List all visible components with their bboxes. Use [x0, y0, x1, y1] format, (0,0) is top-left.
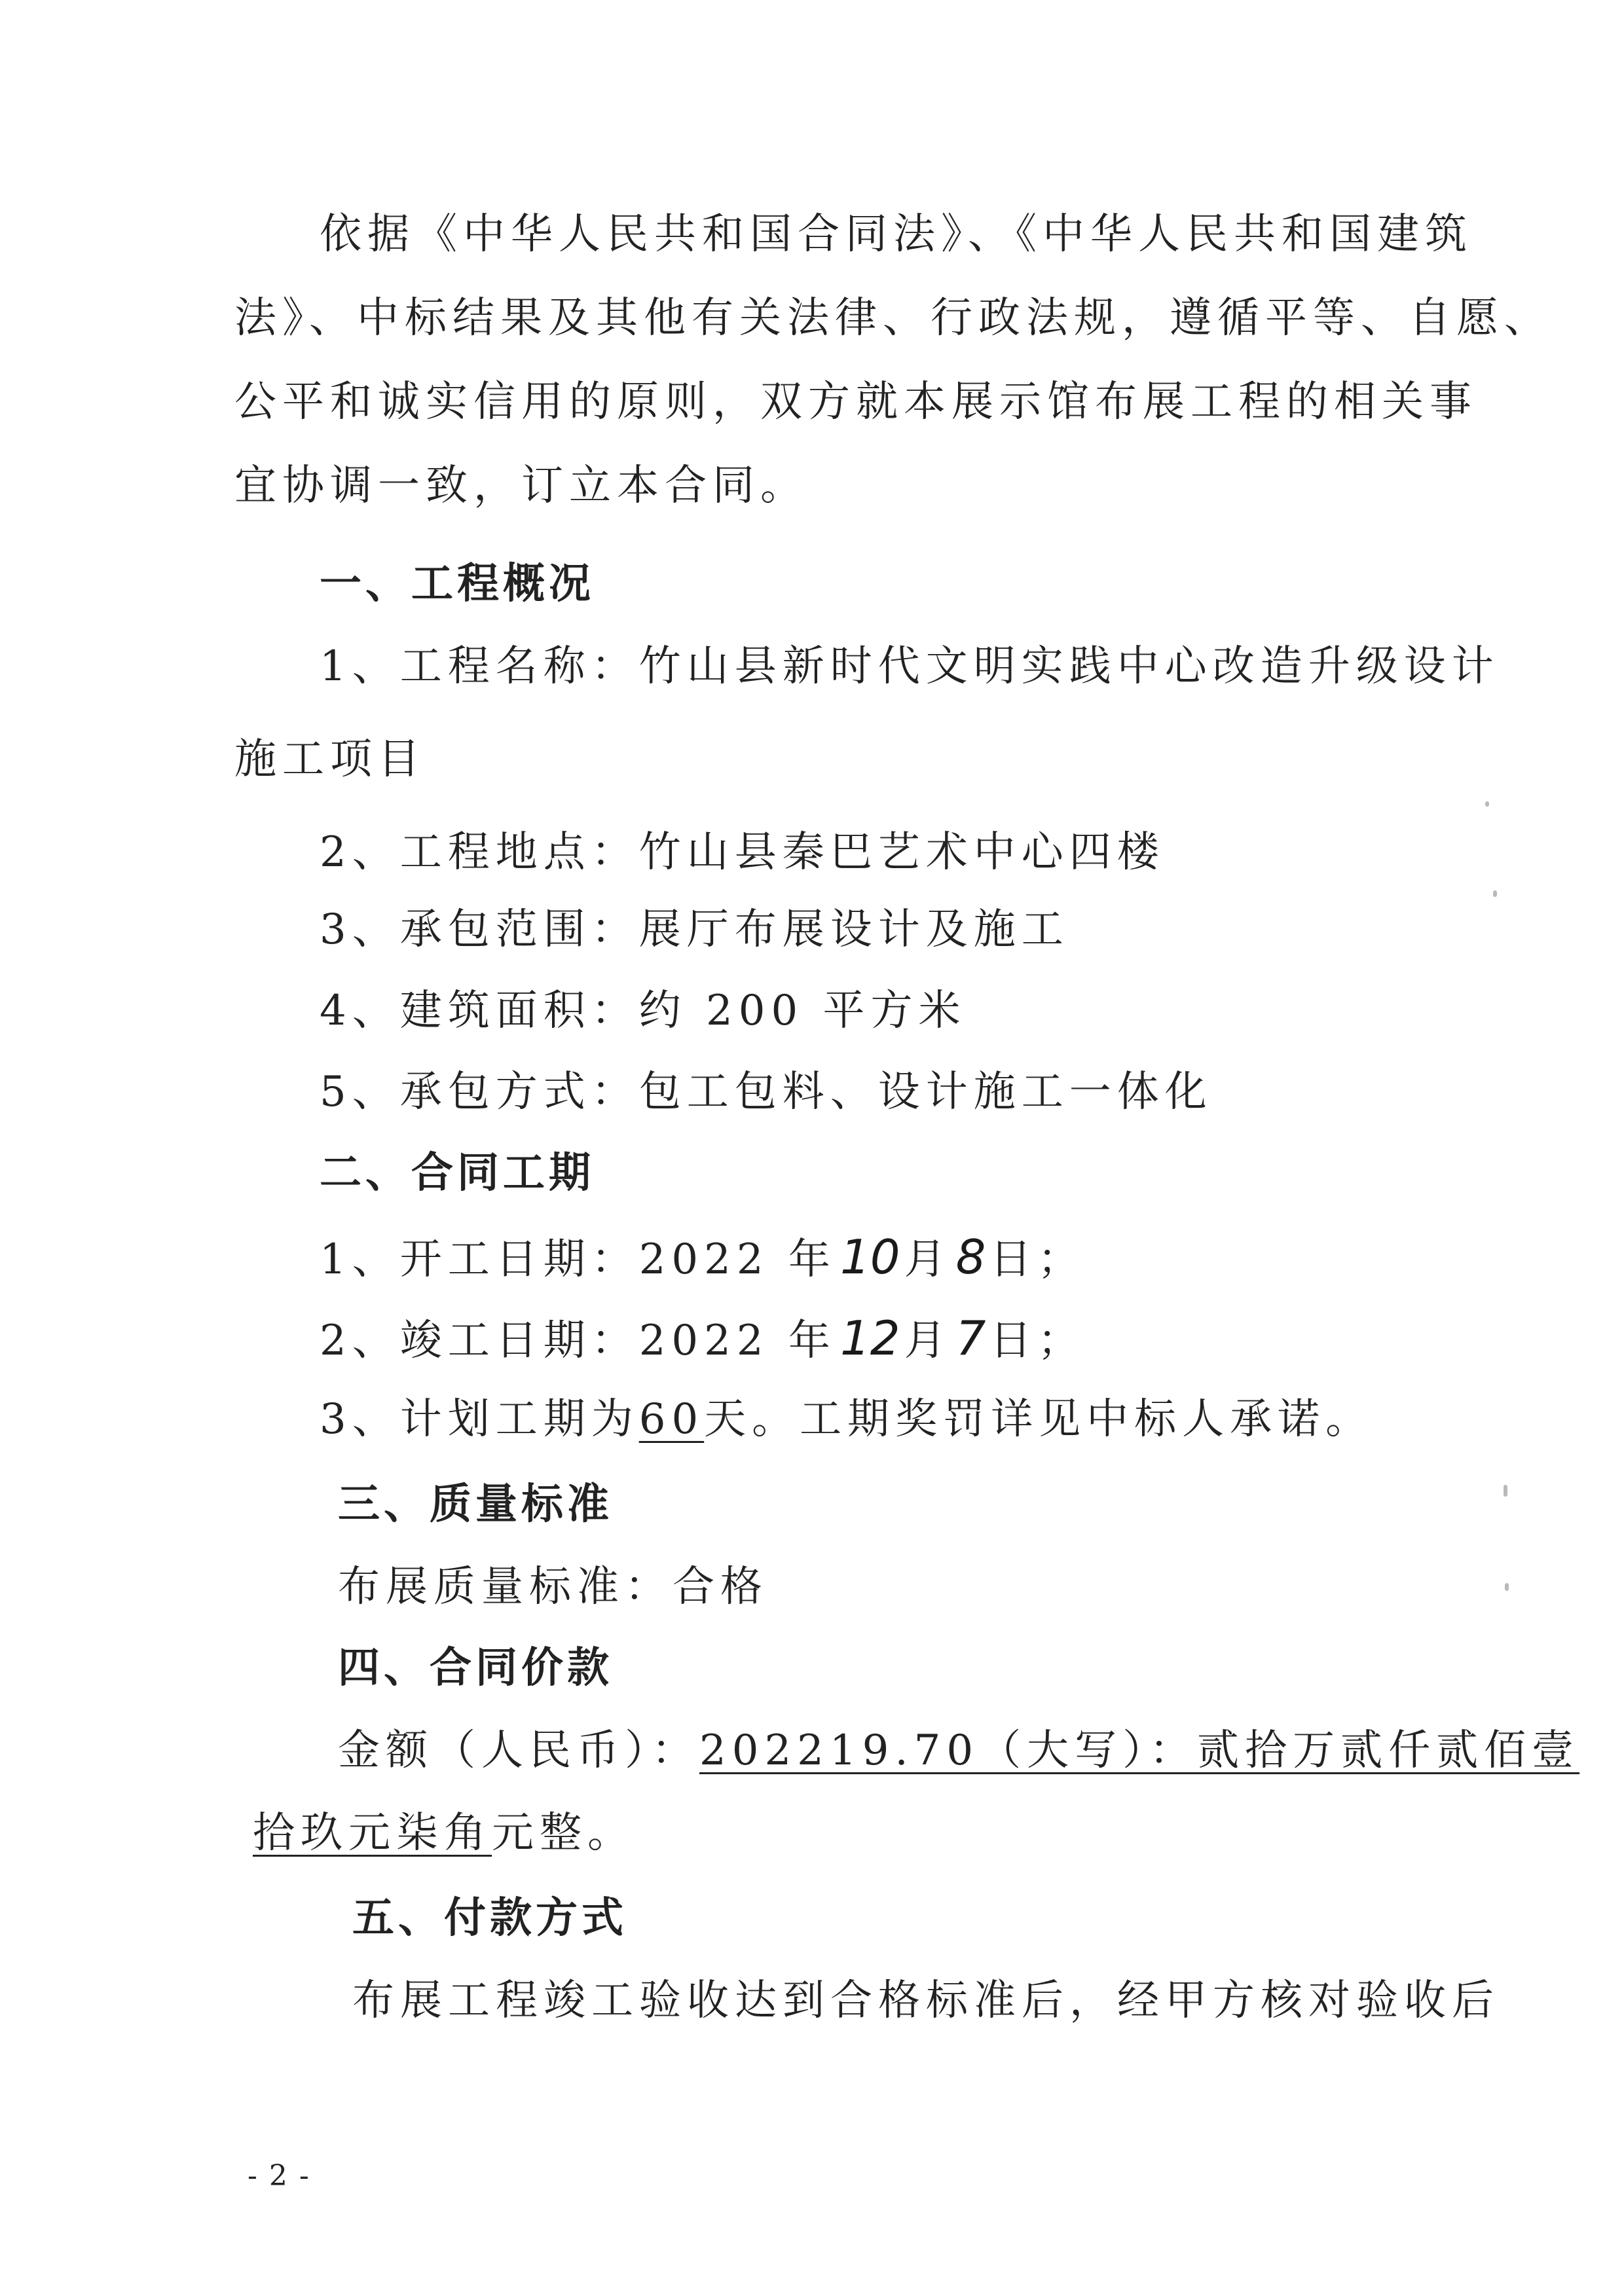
- section1-item3: 3、承包范围：展厅布展设计及施工: [320, 905, 1069, 954]
- para1-line4: 宜协调一致，订立本合同。: [234, 462, 808, 510]
- amount-words-end: 拾玖元柒角: [253, 1809, 492, 1857]
- section1-item5: 5、承包方式：包工包料、设计施工一体化: [320, 1068, 1213, 1116]
- section1-item1-line2: 施工项目: [234, 735, 426, 784]
- start-date-line: [320, 1231, 1085, 1286]
- end-date-month-handwritten: 12: [840, 1311, 900, 1366]
- amount-suffix: 元整。: [492, 1809, 635, 1857]
- amount-prefix: 金额（人民币）：: [338, 1726, 699, 1775]
- end-date-prefix: 2、竣工日期：2022 年: [320, 1317, 836, 1365]
- scan-speck: [1504, 1485, 1507, 1497]
- start-date-month-handwritten: 10: [840, 1230, 900, 1285]
- section4-heading: 四、合同价款: [338, 1644, 613, 1692]
- section2-heading: 二、合同工期: [320, 1149, 595, 1197]
- para1-line3: 公平和诚实信用的原则，双方就本展示馆布展工程的相关事: [234, 378, 1477, 426]
- para1-line2: 法》、中标结果及其他有关法律、行政法规，遵循平等、自愿、: [234, 294, 1552, 342]
- page-number: - 2 -: [248, 2159, 310, 2193]
- scan-speck: [1505, 1583, 1509, 1591]
- section1-heading: 一、工程概况: [320, 560, 595, 608]
- section3-heading: 三、质量标准: [338, 1480, 613, 1529]
- duration-days: 60: [638, 1395, 705, 1444]
- end-date-day-handwritten: 7: [955, 1311, 986, 1366]
- amount-line2: [253, 1807, 635, 1859]
- section1-item2: 2、工程地点：竹山县秦巴艺术中心四楼: [320, 828, 1165, 877]
- start-date-day-handwritten: 8: [955, 1230, 986, 1285]
- amount-line1: [338, 1724, 1579, 1777]
- end-date-month-unit: 月: [904, 1317, 952, 1365]
- scan-speck: [1485, 801, 1489, 807]
- duration-suffix: 天。工期奖罚详见中标人承诺。: [704, 1395, 1374, 1444]
- section5-text: 布展工程竣工验收达到合格标准后，经甲方核对验收后: [352, 1977, 1500, 2025]
- duration-line: [320, 1393, 1373, 1446]
- duration-prefix: 3、计划工期为: [320, 1395, 639, 1444]
- end-date-suffix: 日；: [989, 1317, 1086, 1365]
- section3-text: 布展质量标准：合格: [338, 1563, 768, 1611]
- end-date-line: [320, 1312, 1085, 1367]
- section5-heading: 五、付款方式: [352, 1894, 627, 1942]
- para1-line1: 依据《中华人民共和国合同法》、《中华人民共和国建筑: [320, 210, 1473, 259]
- section1-item1-line1: 1、工程名称：竹山县新时代文明实践中心改造升级设计: [320, 642, 1500, 691]
- start-date-suffix: 日；: [989, 1235, 1086, 1284]
- start-date-prefix: 1、开工日期：2022 年: [320, 1235, 836, 1284]
- start-date-month-unit: 月: [904, 1235, 952, 1284]
- amount-value: 202219.70（大写）：贰拾万贰仟贰佰壹: [699, 1726, 1580, 1775]
- scan-speck: [1493, 890, 1497, 897]
- section1-item4: 4、建筑面积：约 200 平方米: [320, 987, 967, 1035]
